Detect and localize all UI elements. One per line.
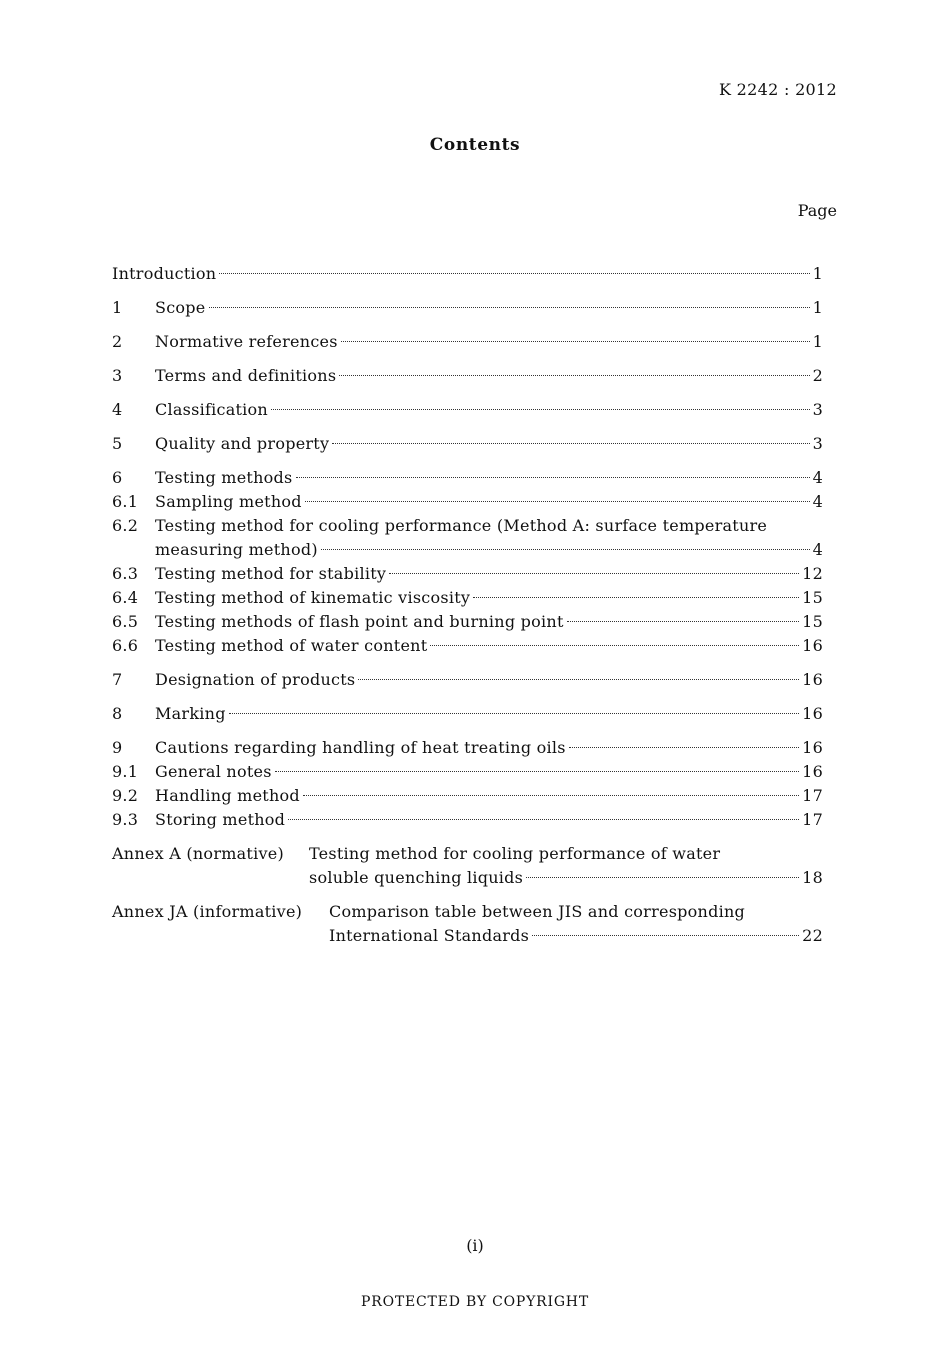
- toc-entry-handling-method[interactable]: [112, 784, 823, 808]
- toc-entry-annex-a[interactable]: [112, 842, 823, 890]
- toc-entry-scope[interactable]: [112, 296, 823, 320]
- toc-entry-quality-and-property[interactable]: [112, 432, 823, 456]
- toc-label: Sampling method: [155, 492, 302, 511]
- toc-label: Marking: [155, 704, 226, 723]
- dot-leader: [271, 409, 810, 410]
- toc-page: 22: [802, 926, 823, 945]
- toc-entry-cautions[interactable]: [112, 736, 823, 760]
- toc-page: 16: [802, 670, 823, 689]
- toc-entry-introduction[interactable]: [112, 262, 823, 286]
- toc-page: 3: [812, 400, 823, 419]
- toc-page: 1: [812, 264, 823, 283]
- toc-label-line2: International Standards: [329, 926, 530, 945]
- dot-leader: [532, 935, 799, 936]
- toc-number: 9.1: [112, 762, 139, 781]
- toc-entry-classification[interactable]: [112, 398, 823, 422]
- toc-page: 3: [812, 434, 823, 453]
- toc-label-line2: measuring method): [155, 540, 318, 559]
- toc-number: 9.3: [112, 810, 139, 829]
- toc-page: 18: [802, 868, 823, 887]
- dot-leader: [473, 597, 799, 598]
- toc-entry-storing-method[interactable]: [112, 808, 823, 832]
- toc-label-line1: Testing method for cooling performance of water: [309, 844, 721, 863]
- dot-leader: [303, 795, 799, 796]
- toc-number: 3: [112, 366, 123, 385]
- toc-page: 4: [812, 540, 823, 559]
- toc-number: 4: [112, 400, 123, 419]
- dot-leader: [332, 443, 809, 444]
- toc-number: 6.3: [112, 564, 139, 583]
- dot-leader: [229, 713, 799, 714]
- toc-page: 1: [812, 298, 823, 317]
- toc-label: Quality and property: [155, 434, 330, 453]
- page-number: (i): [466, 1236, 484, 1255]
- toc-page: 2: [812, 366, 823, 385]
- toc-page: 4: [812, 492, 823, 511]
- toc-page: 16: [802, 704, 823, 723]
- toc-label: Testing methods of flash point and burning point: [155, 612, 564, 631]
- toc-page: 4: [812, 468, 823, 487]
- dot-leader: [275, 771, 799, 772]
- toc-number: 5: [112, 434, 123, 453]
- toc-label: Storing method: [155, 810, 286, 829]
- toc-label: General notes: [155, 762, 272, 781]
- toc-entry-cooling-performance[interactable]: [112, 514, 823, 562]
- toc-entry-sampling-method[interactable]: [112, 490, 823, 514]
- toc-number: 9.2: [112, 786, 139, 805]
- dot-leader: [321, 549, 810, 550]
- toc-number: 9: [112, 738, 123, 757]
- toc-number: 6: [112, 468, 123, 487]
- toc-number: 6.2: [112, 516, 139, 535]
- toc-entry-flash-point[interactable]: [112, 610, 823, 634]
- toc-label: Testing methods: [155, 468, 293, 487]
- toc-page: 15: [802, 612, 823, 631]
- dot-leader: [341, 341, 810, 342]
- page-title: Contents: [429, 135, 521, 155]
- dot-leader: [296, 477, 810, 478]
- annex-prefix: Annex JA (informative): [112, 902, 303, 921]
- toc-page: 17: [802, 786, 823, 805]
- dot-leader: [305, 501, 810, 502]
- dot-leader: [358, 679, 799, 680]
- toc-label: Testing method of water content: [155, 636, 428, 655]
- toc-label: Cautions regarding handling of heat treating oils: [155, 738, 566, 757]
- toc-label: Normative references: [155, 332, 338, 351]
- toc-entry-stability[interactable]: [112, 562, 823, 586]
- dot-leader: [339, 375, 809, 376]
- toc-page: 17: [802, 810, 823, 829]
- toc-number: 6.6: [112, 636, 139, 655]
- toc-page: 16: [802, 762, 823, 781]
- toc-label-line1: Testing method for cooling performance (Method A: surface temperature: [155, 516, 768, 535]
- toc-entry-designation[interactable]: [112, 668, 823, 692]
- toc-entry-kinematic-viscosity[interactable]: [112, 586, 823, 610]
- toc-label: Handling method: [155, 786, 300, 805]
- toc-label: Testing method for stability: [155, 564, 387, 583]
- dot-leader: [567, 621, 800, 622]
- page-column-label: Page: [797, 201, 837, 220]
- toc-number: 6.1: [112, 492, 139, 511]
- dot-leader: [569, 747, 799, 748]
- toc-number: 8: [112, 704, 123, 723]
- toc-page: 1: [812, 332, 823, 351]
- toc-label: Testing method of kinematic viscosity: [155, 588, 471, 607]
- dot-leader: [389, 573, 799, 574]
- toc-entry-general-notes[interactable]: [112, 760, 823, 784]
- toc-entry-terms-and-definitions[interactable]: [112, 364, 823, 388]
- dot-leader: [209, 307, 810, 308]
- document-code: K 2242 : 2012: [719, 80, 837, 99]
- toc-entry-testing-methods[interactable]: [112, 466, 823, 490]
- toc-number: 1: [112, 298, 123, 317]
- toc-label: Classification: [155, 400, 268, 419]
- dot-leader: [288, 819, 799, 820]
- toc-number: 2: [112, 332, 123, 351]
- toc-entry-marking[interactable]: [112, 702, 823, 726]
- toc-number: 6.5: [112, 612, 139, 631]
- toc-label: Terms and definitions: [155, 366, 337, 385]
- toc-entry-normative-references[interactable]: [112, 330, 823, 354]
- toc-number: 6.4: [112, 588, 139, 607]
- toc-page: 16: [802, 636, 823, 655]
- toc-entry-annex-ja[interactable]: [112, 900, 823, 948]
- toc-entry-water-content[interactable]: [112, 634, 823, 658]
- copyright-notice: PROTECTED BY COPYRIGHT: [361, 1294, 589, 1310]
- toc-label-line1: Comparison table between JIS and corresponding: [329, 902, 745, 921]
- annex-prefix: Annex A (normative): [112, 844, 284, 863]
- dot-leader: [219, 273, 809, 274]
- dot-leader: [430, 645, 799, 646]
- dot-leader: [526, 877, 799, 878]
- toc-label: Introduction: [112, 264, 217, 283]
- toc-page: 15: [802, 588, 823, 607]
- toc-label: Designation of products: [155, 670, 356, 689]
- toc-number: 7: [112, 670, 123, 689]
- table-of-contents: [112, 262, 823, 948]
- toc-page: 16: [802, 738, 823, 757]
- toc-label: Scope: [155, 298, 206, 317]
- toc-label-line2: soluble quenching liquids: [309, 868, 524, 887]
- toc-page: 12: [802, 564, 823, 583]
